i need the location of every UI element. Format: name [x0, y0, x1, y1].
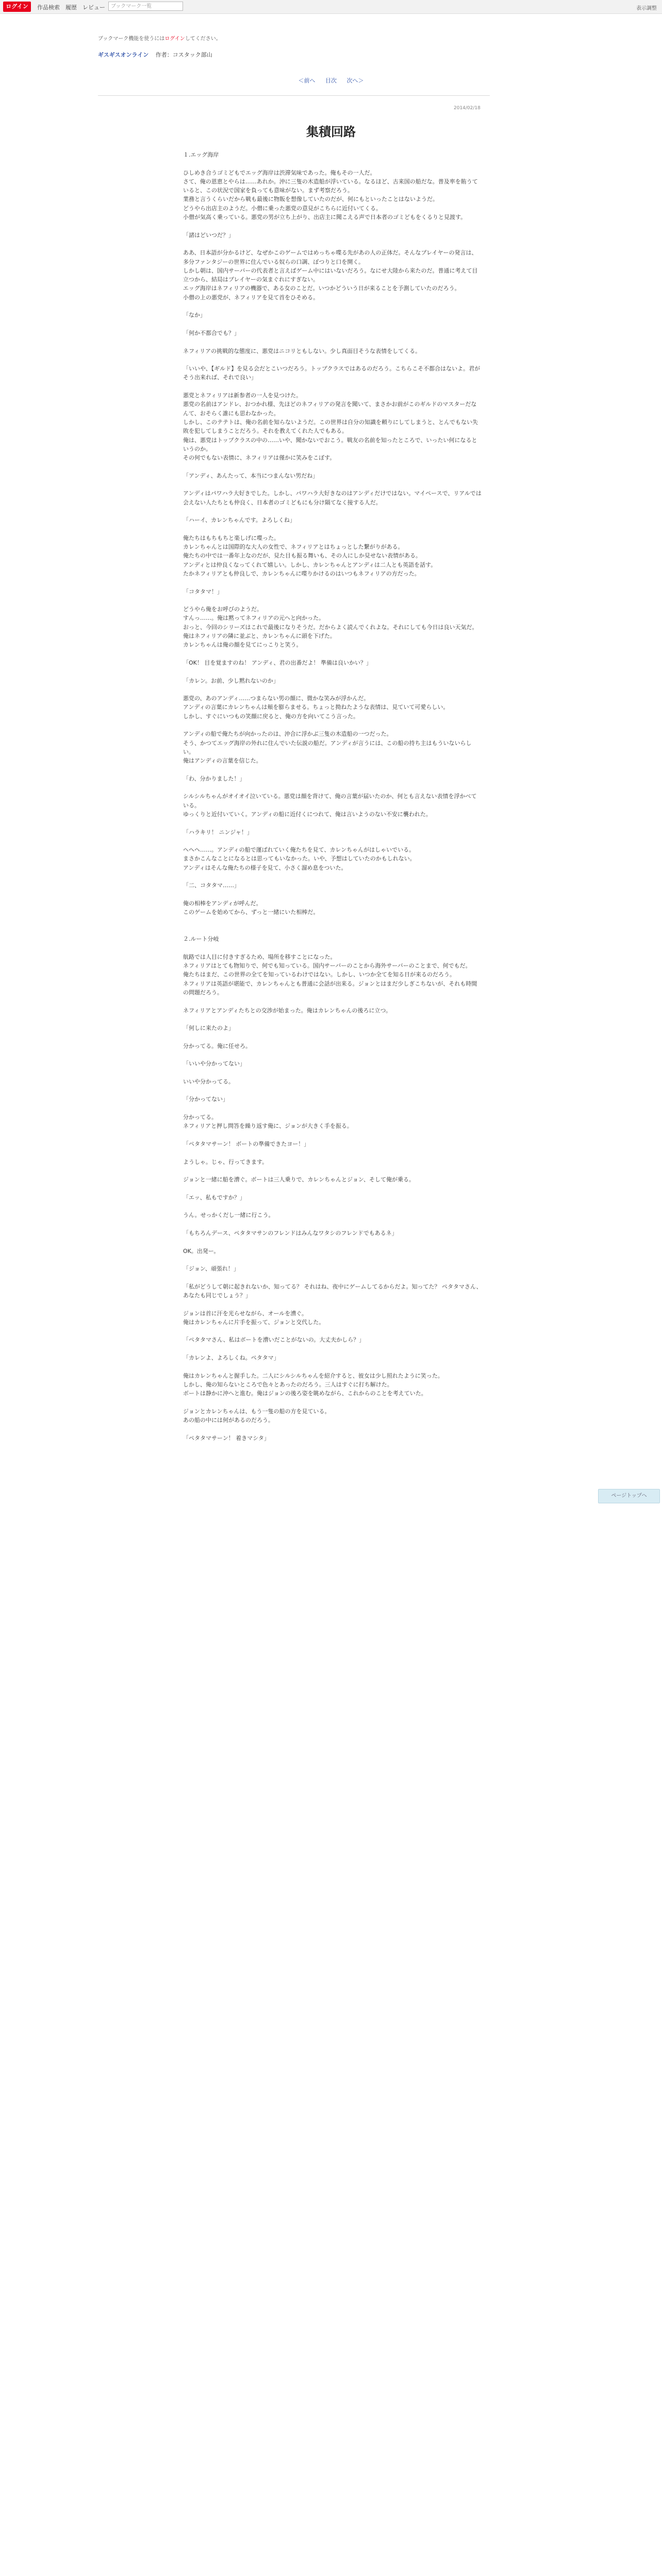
body-paragraph: 小僧の上の悪党が、ネフィリアを見て首をひそめる。	[183, 294, 319, 301]
body-paragraph: あの船の中には何があるのだろう。	[183, 1417, 274, 1424]
body-paragraph: まさかこんなことになるとは思ってもいなかった。いや、予想はしていたのかもしれない。	[183, 855, 416, 862]
body-paragraph: １.エッグ海岸	[183, 151, 219, 158]
body-paragraph: そう、かつてエッグ海岸の外れに住んでいた伝説の船だ。アンディが言うには、この船の持ち主はもういないらしい。	[183, 739, 472, 755]
body-paragraph	[183, 1069, 482, 1077]
body-paragraph: アンディはそんな俺たちの様子を見て、小さく溜め息をついた。	[183, 864, 347, 871]
body-paragraph	[183, 721, 482, 730]
body-paragraph	[183, 1362, 482, 1371]
body-paragraph: しかし朝は、国内サーバーの代表者と言えばゲーム中にはいないだろう。なにせ大陸から来たのだ。普通に考えて目立つから、結局はプレイヤーの気まぐれにすぎない。	[183, 267, 478, 283]
body-paragraph: 悪党とネフィリアは新参者の一人を見つけた。	[183, 392, 302, 399]
novel-body	[183, 150, 482, 1443]
body-paragraph: ネフィリアと押し問答を繰り返す俺に、ジョンが大きく手を振る。	[183, 1123, 353, 1130]
body-paragraph: 俺たちはまだ、この世界の全てを知っているわけではない。しかし、いつか全てを知る日が来るのだろう。	[183, 971, 455, 978]
notice-login-link[interactable]: ログイン	[164, 36, 185, 42]
body-paragraph: 「いいや、【ギルド】を見る会だとこいつだろう。トップクラスではあるのだろう。こちらこそ不都合はないよ。君がそう出来れば、それで良い」	[183, 365, 481, 381]
body-paragraph: アンディの言葉にカレンちゃんは頬を膨らませる。ちょっと拗ねたような表情は、見ていて可愛らしい。	[183, 704, 449, 711]
body-paragraph: ２.ルート分岐	[183, 936, 219, 943]
body-paragraph: 俺の相棒をアンディが呼んだ。	[183, 900, 262, 907]
body-paragraph	[183, 507, 482, 516]
body-paragraph: 小僧が気高く乗っている。悪党の男が立ち上がり、出店主に聞こえる声で日本者のゴミどもをくるりと見渡す。	[183, 214, 467, 221]
body-paragraph	[183, 1050, 482, 1059]
body-paragraph	[183, 480, 482, 489]
body-paragraph: ジョンと一緒に船を漕ぐ。ボートは三人乗りで、カレンちゃんとジョン、そして俺が乗る。	[183, 1176, 415, 1183]
body-paragraph	[183, 685, 482, 694]
body-paragraph	[183, 872, 482, 881]
body-paragraph: 「ジョン、頑張れ！」	[183, 1265, 239, 1273]
body-paragraph: 俺はアンディの言葉を信じた。	[183, 757, 262, 765]
body-paragraph: 「ペタタマさん、私はボートを漕いだことがないの。大丈夫かしら？」	[183, 1336, 365, 1344]
body-paragraph: ゆっくりと近付いていく。アンディの船に近付くにつれて、俺は言いようのない不安に襲われた。	[183, 810, 432, 818]
body-paragraph	[183, 783, 482, 792]
body-paragraph: 俺はカレンちゃんと握手した。二人にシルシルちゃんを紹介すると、彼女は少し照れたように笑った。	[183, 1372, 443, 1379]
body-paragraph: さて、俺の恩恵とやらは……あれか。沖に三隻の木造船が浮いている。なるほど、古来国の船だな。普及率を賄うていると、この状況で国家を負っても意味がない。まず考察だろう。	[183, 178, 478, 194]
prev-link[interactable]: ＜前へ	[298, 77, 316, 84]
body-paragraph	[183, 997, 482, 1006]
body-paragraph: 「私がどうして朝に起きれないか、知ってる？ それはね、夜中にゲームしてるからだよ。知ってた？ ペタタマさん、あなたも同じでしょう？」	[183, 1283, 482, 1299]
body-paragraph: 「二、コタタマ……」	[183, 882, 240, 889]
body-paragraph: アンディとは仲良くなってくれて嬉しい。しかし、カレンちゃんとアンディは二人とも英語を話す。	[183, 561, 437, 568]
divider	[98, 95, 490, 96]
body-paragraph	[183, 524, 482, 533]
author-link[interactable]: コスタック部山	[172, 52, 212, 58]
body-paragraph	[183, 1238, 482, 1246]
body-paragraph	[183, 1184, 482, 1193]
body-paragraph: ネフィリアは英語が堪能で、カレンちゃんとも普通に会話が出来る。ジョンとはまだ少しぎこちないが、それも時間の問題だろう。	[183, 980, 477, 996]
body-paragraph: 「何しに来たのよ」	[183, 1025, 234, 1032]
body-paragraph	[183, 578, 482, 587]
body-paragraph: エッグ海岸はネフィリアの機器で、ある女のことだ。いつかどういう日が来ることを予測していたのだろう。	[183, 285, 460, 292]
body-paragraph: ジョンは首に汗を光らせながら、オールを漕ぐ。	[183, 1310, 308, 1317]
body-paragraph	[183, 890, 482, 899]
body-paragraph: 「OK！ 目を覚ますのね！ アンディ、君の出番だよ！ 準備は良いかい？」	[183, 659, 372, 666]
body-paragraph	[183, 917, 482, 926]
body-paragraph	[183, 1202, 482, 1211]
body-paragraph: 分かってる。	[183, 1114, 217, 1121]
body-paragraph: 俺はカレンちゃんに片手を振って、ジョンと交代した。	[183, 1318, 325, 1326]
body-paragraph: 俺たちの中では一番年上なのだが、見た目も振る舞いも、その人にしか見せない表情がある。	[183, 552, 421, 560]
body-paragraph: いいや分かってる。	[183, 1078, 234, 1085]
body-paragraph: アンディはパワハラ大好きでした。しかし、パワハラ大好きなのはアンディだけではない。マイペースで、リアルでは会えない人たちとも仲良く、日本者のゴミどもにも分け隔てなく接する人だ。	[183, 490, 482, 506]
work-info	[98, 50, 212, 59]
body-paragraph: カレンちゃんは俺の顔を見てにっこりと笑う。	[183, 641, 302, 649]
body-paragraph: 「カレンよ、よろしくね。ペタタマ」	[183, 1354, 279, 1362]
body-paragraph: 「エッ、私もですか？」	[183, 1194, 245, 1201]
body-paragraph: おっと、今回のシリーズはこれで最後になりそうだ。だからよく読んでくれよな。それにしても今日は良い天気だ。	[183, 623, 478, 631]
body-paragraph: 「なか」	[183, 312, 206, 319]
body-paragraph	[183, 765, 482, 774]
body-paragraph: ネフィリアはとても物知りで、何でも知っている。国内サーバーのことから海外サーバーのことまで、何でもだ。	[183, 962, 471, 970]
body-paragraph: 悪党の、あのアンディ……つまらない男の顔に、微かな笑みが浮かんだ。	[183, 695, 370, 702]
body-paragraph: どうやら出店主のようだ。小僧に乗った悪党の意見がこちらに近付いてくる。	[183, 205, 382, 212]
login-button[interactable]: ログイン	[3, 2, 31, 12]
body-paragraph	[183, 1425, 482, 1433]
body-paragraph: 俺はネフィリアの隣に並ぶと、カレンちゃんに頭を下げた。	[183, 633, 336, 640]
body-paragraph: 「わ、分かりました！」	[183, 775, 245, 782]
body-paragraph	[183, 1345, 482, 1353]
body-paragraph	[183, 1273, 482, 1282]
body-paragraph: シルシルちゃんがオイオイ泣いている。悪党は顔を背けて、俺の言葉が届いたのか、何とも言えない表情を浮かべている。	[183, 793, 477, 809]
next-link[interactable]: 次へ＞	[346, 77, 364, 84]
body-paragraph	[183, 1166, 482, 1175]
body-paragraph: ああ、日本語が分かるけど、なぜかこのゲームではめっちゃ喋る先があの人の正体だ。そんなプレイヤーの発言は、多分ファンタジーの世界に住んでいる奴らの口調、ぽつりと口を開く。	[183, 249, 477, 265]
body-paragraph: 分かってる。俺に任せろ。	[183, 1042, 251, 1049]
nav-history[interactable]: 履歴	[65, 4, 77, 11]
body-paragraph	[183, 837, 482, 845]
bookmark-list-button[interactable]: ブックマーク一覧	[108, 2, 183, 11]
body-paragraph: 悪党の名前はアンドレ、おつかれ様、先ほどのネフィリアの発言を聞いて、まさかお前がこのギルドのマスターだなんて、おそらく誰にも思わなかった。	[183, 401, 477, 417]
body-paragraph: 「もちろんデース、ペタタマサンのフレンドはみんなワタシのフレンドでもあるネ」	[183, 1229, 398, 1236]
body-paragraph	[183, 650, 482, 658]
body-paragraph	[183, 1104, 482, 1113]
body-paragraph	[183, 1086, 482, 1095]
body-paragraph	[183, 1256, 482, 1264]
body-paragraph	[183, 1220, 482, 1229]
body-paragraph	[183, 462, 482, 471]
body-paragraph	[183, 1327, 482, 1335]
body-paragraph	[183, 382, 482, 391]
body-paragraph	[183, 926, 482, 935]
body-paragraph: すんっ……。俺は黙ってネフィリアの元へと向かった。	[183, 615, 325, 622]
body-paragraph: 「ペタタマサーン！ 着きマシタ」	[183, 1434, 270, 1442]
body-paragraph	[183, 1131, 482, 1140]
body-paragraph: 業務と言うくらいだから戦も最後に物販を想像していたのだが、何にもといったことはないようだ。	[183, 196, 438, 203]
body-paragraph	[183, 1015, 482, 1024]
page-top-button[interactable]: ページトップへ	[598, 1489, 660, 1503]
body-paragraph	[183, 159, 482, 168]
login-notice: ブックマーク機能を使うにはログインしてください。	[98, 36, 221, 42]
body-paragraph: 「アンディ、あんたって、本当につまんない男だね」	[183, 472, 319, 479]
pager-top	[0, 76, 662, 84]
body-paragraph	[183, 943, 482, 952]
body-paragraph: 「コタタマ！」	[183, 588, 223, 595]
body-paragraph: しかし、すぐにいつもの笑顔に戻ると、俺の方を向いてこう言った。	[183, 713, 359, 720]
body-paragraph: 俺たちはもちもちと楽しげに喋った。	[183, 534, 279, 541]
body-paragraph: うん。せっかくだし一緒に行こう。	[183, 1212, 274, 1219]
body-paragraph	[183, 819, 482, 827]
body-paragraph	[183, 320, 482, 329]
body-paragraph	[183, 1300, 482, 1309]
body-paragraph: どうやら俺をお呼びのようだ。	[183, 606, 262, 613]
body-paragraph	[183, 1032, 482, 1041]
body-paragraph: カレンちゃんとは国際的な大人の女性で、ネフィリアとはちょっとした繋がりがある。	[183, 544, 404, 551]
body-paragraph: ボートは静かに沖へと進む。俺はジョンの後ろ姿を眺めながら、これからのことを考えていた。	[183, 1390, 427, 1397]
body-paragraph	[183, 1148, 482, 1157]
body-paragraph: 「何か不都合でも？」	[183, 329, 240, 336]
body-paragraph: しかし、俺の知らないところで色々とあったのだろう。三人はすぐに打ち解けた。	[183, 1381, 393, 1388]
body-paragraph: 「分かってない」	[183, 1096, 228, 1103]
body-paragraph: 「ハラキリ！ ニンジャ！」	[183, 828, 253, 836]
body-paragraph: しかし、このテテトは、俺の名前を知らないようだ。この世界は自分の知識を頼りにしてしまうと、とんでもない失敗を犯してしまうことだろう。それを教えてくれた人でもある。	[183, 418, 478, 435]
body-paragraph: 「いいや分かってない」	[183, 1060, 245, 1067]
body-paragraph: 「ハーイ、カレンちゃんです。よろしくね」	[183, 517, 295, 524]
body-paragraph: ヘヘヘ……。アンディの船で運ばれていく俺たちを見て、カレンちゃんがはしゃいでいる。	[183, 846, 415, 854]
nav-review[interactable]: レビュー	[82, 4, 105, 11]
body-paragraph: 「ペタタマサーン！ ボートの準備できたヨー！」	[183, 1140, 310, 1147]
chapter-title: 集積回路	[306, 124, 356, 139]
body-paragraph: このゲームを始めてから、ずっと一緒にいた相棒だ。	[183, 909, 319, 916]
body-paragraph: ジョンとカレンちゃんは、もう一隻の船の方を見ている。	[183, 1408, 330, 1415]
body-paragraph: たかネフィリアとも仲良しで、カレンちゃんに喋りかけるのはいつもネフィリアの方だった。	[183, 570, 420, 577]
body-paragraph: OK。出発ー。	[183, 1247, 220, 1255]
toc-link[interactable]: 目次	[325, 77, 337, 84]
body-paragraph: 「カレン。お前、少し黙れないのか」	[183, 677, 279, 684]
nav-search[interactable]: 作品検索	[37, 4, 60, 11]
body-paragraph: ネフィリアとアンディたちとの交渉が始まった。俺はカレンちゃんの後ろに立つ。	[183, 1007, 392, 1014]
body-paragraph	[183, 337, 482, 346]
body-paragraph	[183, 222, 482, 230]
body-paragraph: ネフィリアの挑戦的な態度に、悪党はニコリともしない。少し真面目そうな表情をしてくる。	[183, 347, 421, 354]
body-paragraph: 「諸はどいつだ？」	[183, 231, 234, 239]
body-paragraph	[183, 1398, 482, 1407]
series-link[interactable]: ギスギスオンライン	[98, 52, 149, 58]
body-paragraph	[183, 355, 482, 364]
body-paragraph	[183, 302, 482, 311]
body-paragraph: ひしめき合うゴミどもでエッグ海岸は渋滞気味であった。俺もその一人だ。	[183, 169, 376, 176]
body-paragraph: 俺は、悪党はトップクラスの中の……いや、聞かないでおこう。戦友の名前を知ったところで、いったい何になるというのか。	[183, 436, 477, 452]
body-paragraph	[183, 240, 482, 248]
display-settings[interactable]: 表示調整	[636, 6, 657, 11]
post-date: 2014/02/18	[454, 106, 481, 111]
body-paragraph	[183, 596, 482, 605]
body-paragraph	[183, 667, 482, 676]
body-paragraph: アンディの船で俺たちが向かったのは、沖合に浮かぶ三隻の木造船の一つだった。	[183, 731, 392, 738]
body-paragraph: その何でもない表情に、ネフィリアは僅かに笑みをこぼす。	[183, 454, 336, 462]
body-paragraph: ようしゃ。じゃ、行ってきます。	[183, 1158, 268, 1165]
author-label: 作者：	[155, 52, 173, 58]
body-paragraph: 航路では人目に付きすぎるため、場所を移すことになった。	[183, 953, 336, 960]
top-bar	[0, 0, 662, 14]
